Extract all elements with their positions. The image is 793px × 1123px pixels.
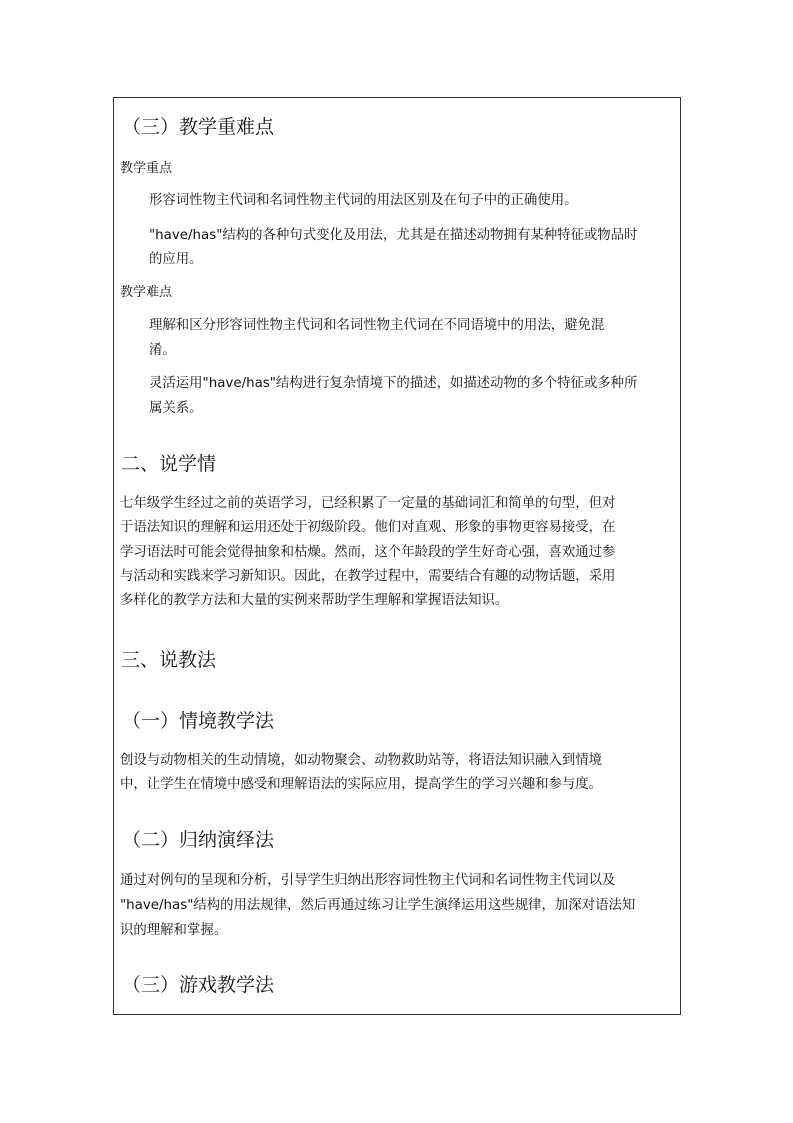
heading-situational-method: （一）情境教学法 bbox=[122, 710, 275, 732]
key-point-2-line-1: "have/has"结构的各种句式变化及用法，尤其是在描述动物拥有某种特征或物品时 bbox=[149, 228, 638, 243]
learner-analysis-line-1: 七年级学生经过之前的英语学习，已经积累了一定量的基础词汇和简单的句型，但对 bbox=[120, 496, 616, 511]
situational-method-line-2: 中，让学生在情境中感受和理解语法的实际应用，提高学生的学习兴趣和参与度。 bbox=[120, 777, 603, 792]
inductive-method-line-3: 识的理解和掌握。 bbox=[120, 923, 228, 938]
heading-key-difficult-points: （三）教学重难点 bbox=[122, 116, 275, 138]
key-points-label: 教学重点 bbox=[120, 161, 173, 176]
situational-method-line-1: 创设与动物相关的生动情境，如动物聚会、动物救助站等，将语法知识融入到情境 bbox=[120, 753, 603, 768]
learner-analysis-line-4: 与活动和实践来学习新知识。因此，在教学过程中，需要结合有趣的动物话题，采用 bbox=[120, 569, 616, 584]
inductive-method-line-1: 通过对例句的呈现和分析，引导学生归纳出形容词性物主代词和名词性物主代词以及 bbox=[120, 873, 616, 888]
difficult-point-2-line-1: 灵活运用"have/has"结构进行复杂情境下的描述，如描述动物的多个特征或多种所 bbox=[149, 376, 638, 391]
difficult-point-1-line-1: 理解和区分形容词性物主代词和名词性物主代词在不同语境中的用法，避免混 bbox=[149, 318, 605, 333]
heading-game-method: （三）游戏教学法 bbox=[122, 974, 275, 996]
heading-teaching-methods: 三、说教法 bbox=[121, 649, 217, 671]
difficult-points-label: 教学难点 bbox=[120, 285, 173, 300]
heading-inductive-method: （二）归纳演绎法 bbox=[122, 829, 275, 851]
key-point-1-line-1: 形容词性物主代词和名词性物主代词的用法区别及在句子中的正确使用。 bbox=[149, 193, 578, 208]
heading-learner-analysis: 二、说学情 bbox=[121, 453, 217, 475]
key-point-2-line-2: 的应用。 bbox=[149, 252, 203, 267]
inductive-method-line-2: "have/has"结构的用法规律，然后再通过练习让学生演绎运用这些规律，加深对语法知 bbox=[120, 898, 636, 913]
learner-analysis-line-5: 多样化的教学方法和大量的实例来帮助学生理解和掌握语法知识。 bbox=[120, 593, 509, 608]
learner-analysis-line-2: 于语法知识的理解和运用还处于初级阶段。他们对直观、形象的事物更容易接受，在 bbox=[120, 520, 616, 535]
learner-analysis-line-3: 学习语法时可能会觉得抽象和枯燥。然而，这个年龄段的学生好奇心强，喜欢通过参 bbox=[120, 545, 616, 560]
difficult-point-1-line-2: 淆。 bbox=[149, 343, 176, 358]
difficult-point-2-line-2: 属关系。 bbox=[149, 401, 203, 416]
page-frame bbox=[113, 97, 681, 1015]
